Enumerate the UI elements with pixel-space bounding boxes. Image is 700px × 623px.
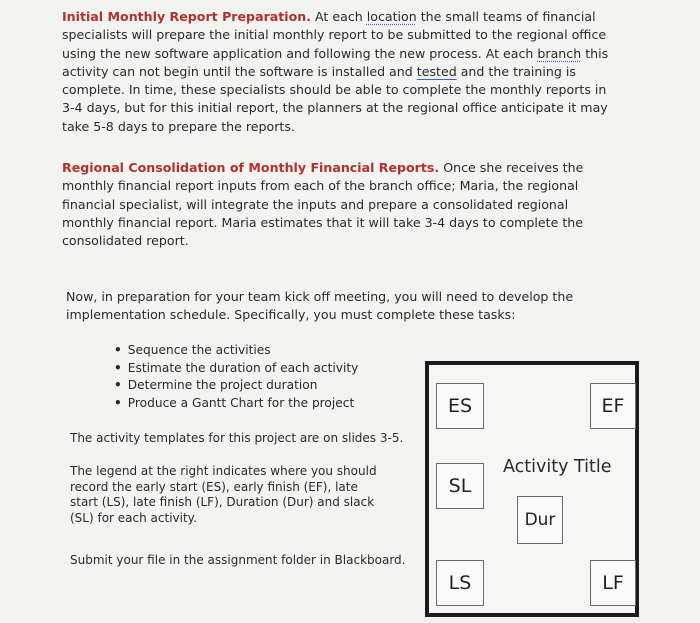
spell-flag-tested: tested (416, 63, 457, 79)
paragraph-initial-report: Initial Monthly Report Preparation. At each location the small teams of financial specialists will prepare the initial monthly report to be submitted to the regional office using the new software application and following the new process. At each branch this activity can not begin until the software is installed and tested and the training is complete. In time, these specialists should be able to complete the monthly reports in 3-4 days, but for this initial report, the planners at the regional office anticipate it may take 5-8 days to prepare the reports. (62, 9, 609, 134)
templates-note: The activity templates for this project are on slides 3-5. (70, 431, 404, 445)
heading-initial-report: Initial Monthly Report Preparation. (62, 9, 312, 24)
paragraph-regional-consolidation: Regional Consolidation of Monthly Financial Reports. Once she receives the monthly financial report inputs from each of the branch office; Maria, the regional financial specialist, will integrate the inputs and prepare a consolidated regional monthly financial report. Maria estimates that it will take 3-4 days to complete the consolidated report. (62, 160, 584, 249)
heading-regional-consolidation: Regional Consolidation of Monthly Financial Reports. (62, 160, 440, 175)
duration-cell: Dur (517, 496, 563, 544)
late-finish-cell: LF (590, 560, 636, 606)
paragraph-instructions: Now, in preparation for your team kick off meeting, you will need to develop the implementation schedule. Specifically, you must complete these tasks: (66, 289, 574, 323)
legend-note: The legend at the right indicates where you should record the early start (ES), early finish (EF), late start (LS), late finish (LF), Duration (Dur) and slack (SL) for each activity. (70, 464, 377, 525)
spell-flag-location: location (366, 9, 417, 24)
task-item: • Produce a Gantt Chart for the project (114, 395, 358, 413)
early-finish-cell: EF (590, 383, 636, 429)
activity-title: Activity Title (503, 457, 612, 477)
slack-cell: SL (436, 463, 484, 509)
task-item: • Estimate the duration of each activity (114, 360, 358, 378)
spell-flag-branch: branch (537, 45, 582, 61)
activity-legend-box (425, 361, 639, 617)
submit-note: Submit your file in the assignment folder in Blackboard. (70, 553, 406, 567)
task-item: • Sequence the activities (114, 342, 358, 360)
task-list (114, 342, 358, 412)
late-start-cell: LS (436, 560, 484, 606)
early-start-cell: ES (436, 383, 484, 429)
task-item: • Determine the project duration (114, 377, 358, 395)
